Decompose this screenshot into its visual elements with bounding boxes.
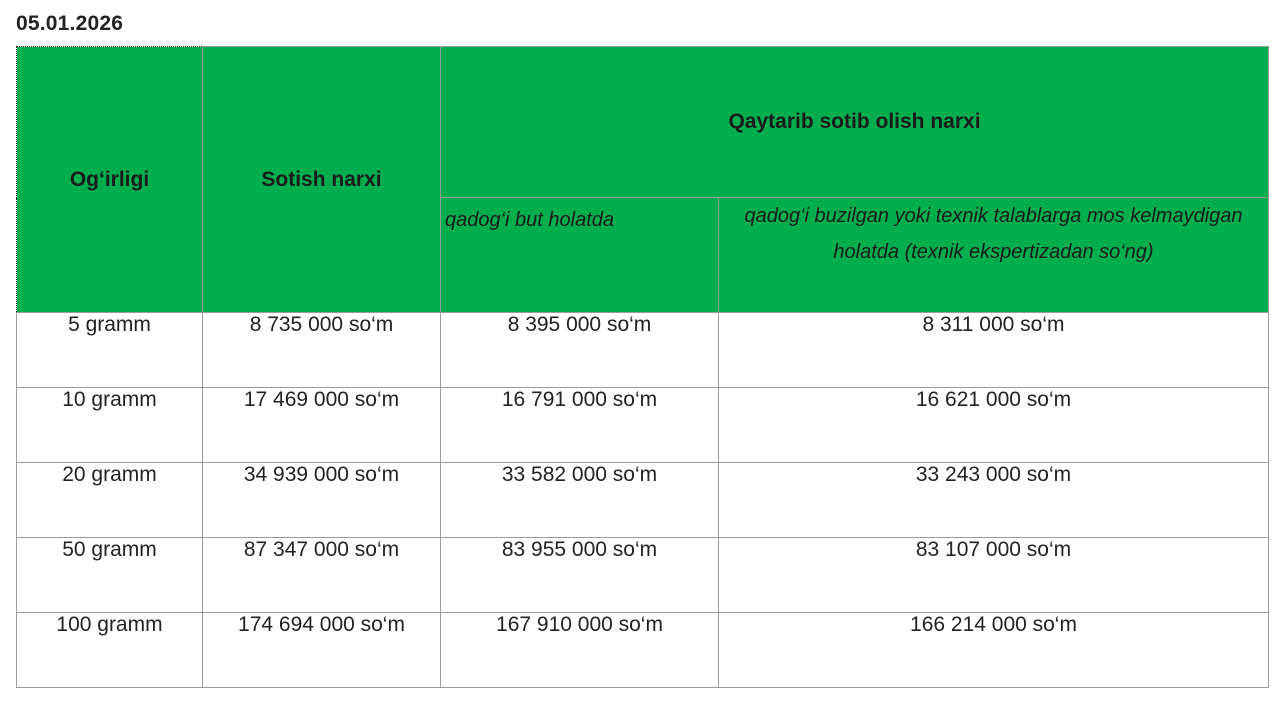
- cell-sell-price: 34 939 000 so‘m: [203, 463, 441, 538]
- table-header: [17, 47, 1269, 313]
- cell-intact-price: 8 395 000 so‘m: [441, 313, 719, 388]
- date-heading: 05.01.2026: [16, 12, 124, 35]
- cell-damaged-price: 83 107 000 so‘m: [719, 538, 1269, 613]
- table-row: [17, 538, 1269, 613]
- cell-sell-price: 174 694 000 so‘m: [203, 613, 441, 688]
- table-row: [17, 463, 1269, 538]
- cell-damaged-price: 166 214 000 so‘m: [719, 613, 1269, 688]
- header-damaged-package: qadog‘i buzilgan yoki texnik talablarga mos kelmaydigan holatda (texnik ekspertizadan so‘ng): [719, 198, 1269, 313]
- cell-weight: 100 gramm: [17, 613, 203, 688]
- cell-sell-price: 8 735 000 so‘m: [203, 313, 441, 388]
- header-buyback-price: Qaytarib sotib olish narxi: [441, 47, 1269, 198]
- table-body: [17, 313, 1269, 688]
- cell-sell-price: 17 469 000 so‘m: [203, 388, 441, 463]
- header-sell-price: Sotish narxi: [203, 47, 441, 313]
- header-intact-package: qadog‘i but holatda: [441, 198, 719, 313]
- cell-intact-price: 167 910 000 so‘m: [441, 613, 719, 688]
- cell-weight: 20 gramm: [17, 463, 203, 538]
- cell-damaged-price: 8 311 000 so‘m: [719, 313, 1269, 388]
- table-row: [17, 388, 1269, 463]
- cell-intact-price: 16 791 000 so‘m: [441, 388, 719, 463]
- cell-intact-price: 83 955 000 so‘m: [441, 538, 719, 613]
- cell-weight: 5 gramm: [17, 313, 203, 388]
- price-table: [16, 46, 1269, 688]
- cell-intact-price: 33 582 000 so‘m: [441, 463, 719, 538]
- cell-damaged-price: 33 243 000 so‘m: [719, 463, 1269, 538]
- table-row: [17, 313, 1269, 388]
- cell-weight: 10 gramm: [17, 388, 203, 463]
- cell-damaged-price: 16 621 000 so‘m: [719, 388, 1269, 463]
- table-row: [17, 613, 1269, 688]
- cell-sell-price: 87 347 000 so‘m: [203, 538, 441, 613]
- cell-weight: 50 gramm: [17, 538, 203, 613]
- header-weight[interactable]: Og‘irligi: [17, 47, 203, 313]
